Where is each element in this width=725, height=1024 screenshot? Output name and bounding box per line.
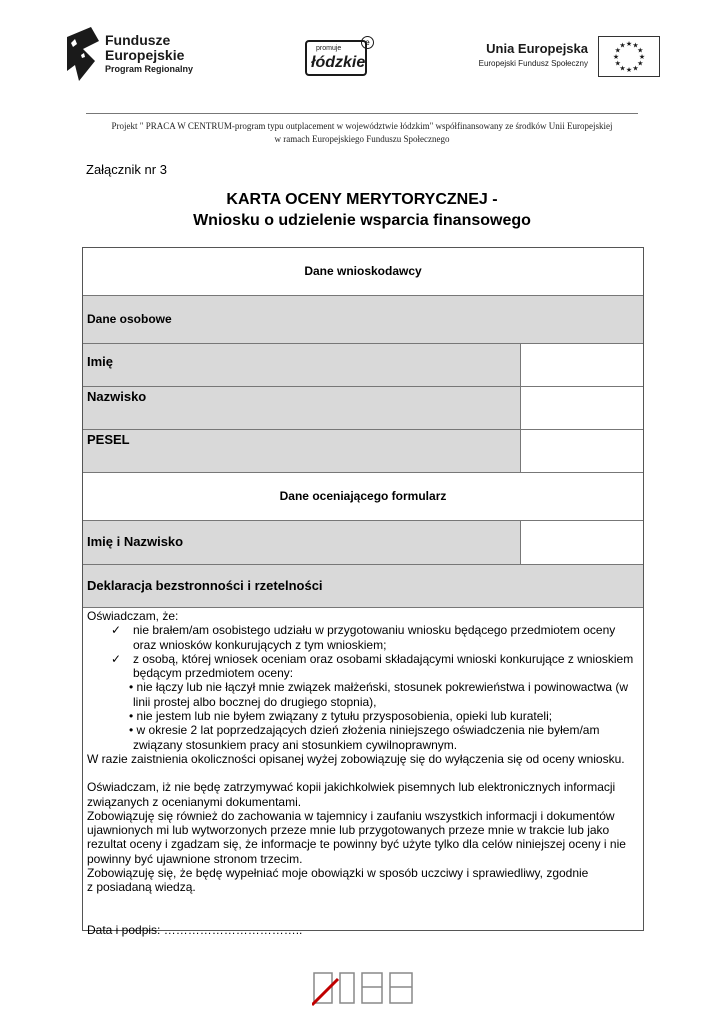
first-name-row xyxy=(83,344,643,387)
footer-logo xyxy=(312,969,416,1007)
declaration-withdraw: W razie zaistnienia okoliczności opisanej wyżej zobowiązuję się do wyłączenia się od oceny wniosku. xyxy=(87,751,625,766)
project-line2: w ramach Europejskiego Funduszu Społecznego xyxy=(274,134,450,144)
fe-star-icon xyxy=(65,27,101,81)
first-name-input[interactable] xyxy=(521,344,643,386)
evaluator-header: Dane oceniającego formularz xyxy=(279,489,447,503)
lodz-logo-small: promuje xyxy=(316,45,342,52)
eu-star-icon: ★ xyxy=(632,65,639,73)
eu-star-icon: ★ xyxy=(619,65,626,73)
eu-star-icon: ★ xyxy=(638,54,646,61)
pesel-label: PESEL xyxy=(87,432,130,447)
last-name-label: Nazwisko xyxy=(87,389,147,404)
declaration-header-row xyxy=(83,565,643,608)
applicant-header-row xyxy=(83,248,643,296)
fundusze-europejskie-logo xyxy=(65,27,205,81)
project-info xyxy=(86,120,638,146)
document-title: KARTA OCENY MERYTORYCZNEJ - xyxy=(226,191,498,208)
pesel-row xyxy=(83,430,643,473)
declaration-bullet2: • nie jestem lub nie byłem związany z tytułu przysposobienia, opieki lub kurateli; xyxy=(129,709,553,724)
declaration-p3-line3: rezultat oceny i zgadzam się, że informacje te powinny być użyte tylko dla celów niniejszej oceny i nie xyxy=(87,837,626,852)
declaration-bullet1-line2: linii prostej albo bocznej do drugiego stopnia), xyxy=(133,694,377,709)
declaration-p4-line2: z posiadaną wiedzą. xyxy=(87,880,196,895)
eu-star-icon: ★ xyxy=(637,47,644,55)
annex-label: Załącznik nr 3 xyxy=(86,162,167,177)
checkmark-icon: ✓ xyxy=(111,623,122,638)
declaration-p4-line1: Zobowiązuję się, że będę wypełniać moje obowiązki w sposób uczciwy i sprawiedliwy, zgodnie xyxy=(87,866,589,881)
first-name-label: Imię xyxy=(87,354,114,369)
declaration-bullet3-line2: związany stosunkiem pracy ani stosunkiem cywilnoprawnym. xyxy=(133,737,458,752)
declaration-bullet1-line1: • nie łączy lub nie łączył mnie związek małżeński, stosunek pokrewieństwa i powinowactwa (w xyxy=(129,680,629,695)
last-name-input[interactable] xyxy=(521,387,643,429)
ue-logo-line1: Unia Europejska xyxy=(486,41,588,56)
declaration-bullet3-line1: • w okresie 2 lat poprzedzających dzień złożenia niniejszego oświadczenia nie byłem/am xyxy=(129,723,600,738)
declaration-header: Deklaracja bezstronności i rzetelności xyxy=(87,578,323,593)
ue-logo-text xyxy=(455,42,588,69)
evaluator-name-label: Imię i Nazwisko xyxy=(87,534,184,549)
document-subtitle: Wniosku o udzielenie wsparcia finansowego xyxy=(193,212,531,229)
project-line1: Projekt " PRACA W CENTRUM-program typu outplacement w województwie łódzkim" współfinansowany ze środków Unii Europejskiej xyxy=(111,121,613,131)
evaluator-header-row xyxy=(83,473,643,521)
header-divider xyxy=(86,113,638,114)
checkmark-icon: ✓ xyxy=(111,651,122,666)
declaration-check1-line1: nie brałem/am osobistego udziału w przygotowaniu wniosku będącego przedmiotem oceny xyxy=(133,623,616,638)
eu-star-icon: ★ xyxy=(619,42,626,50)
eu-star-icon: ★ xyxy=(614,47,621,55)
eu-flag-icon xyxy=(598,36,660,77)
eu-star-icon: ★ xyxy=(625,41,633,48)
eu-star-icon: ★ xyxy=(625,67,633,74)
fe-logo-line3: Program Regionalny xyxy=(105,64,194,74)
declaration-check1-line2: oraz wniosków konkurujących z tym wnioskiem; xyxy=(133,637,387,652)
applicant-header: Dane wnioskodawcy xyxy=(304,264,422,278)
declaration-p2-line2: związanych z ocenianymi dokumentami. xyxy=(87,794,302,809)
declaration-intro: Oświadczam, że: xyxy=(87,609,179,623)
fe-logo-line1: Fundusze xyxy=(105,32,171,48)
pesel-input[interactable] xyxy=(521,430,643,472)
eu-star-icon: ★ xyxy=(614,60,621,68)
evaluator-name-row xyxy=(83,521,643,565)
personal-header: Dane osobowe xyxy=(87,312,172,326)
declaration-p3-line1: Zobowiązuję się również do zachowania w tajemnicy i zaufaniu wszystkich informacji i dokumentów xyxy=(87,808,615,823)
declaration-p2-line1: Oświadczam, iż nie będę zatrzymywać kopii jakichkolwiek pisemnych lub elektronicznych informacji xyxy=(87,780,616,795)
declaration-text xyxy=(87,609,639,937)
footer-logo-icon xyxy=(312,969,416,1007)
declaration-p3-line4: powinny być ujawnione stronom trzecim. xyxy=(87,851,303,866)
eu-star-icon: ★ xyxy=(637,60,644,68)
promuje-lodzkie-logo xyxy=(305,40,367,76)
evaluator-name-input[interactable] xyxy=(521,521,643,564)
declaration-p3-line2: ujawnionych mi lub wytworzonych przeze mnie lub przygotowanych przeze mnie w trakcie lub jako xyxy=(87,823,610,838)
declaration-check2-line1: z osobą, której wniosek oceniam oraz osobami składającymi wnioski konkurujące z wnioskiem xyxy=(133,651,634,666)
declaration-check2-line2: będącym przedmiotem oceny: xyxy=(133,666,294,681)
eu-star-icon: ★ xyxy=(632,42,639,50)
lodz-logo-big: łódzkie xyxy=(311,54,366,71)
eu-star-icon: ★ xyxy=(612,54,620,61)
signature-line: Data i podpis: …………………………….. xyxy=(87,922,303,937)
personal-header-row xyxy=(83,296,643,344)
lodz-logo-mark: e xyxy=(361,36,374,49)
evaluation-form xyxy=(82,247,644,937)
fe-logo-line2: Europejskie xyxy=(105,47,185,63)
last-name-row xyxy=(83,387,643,430)
ue-logo-line2: Europejski Fundusz Społeczny xyxy=(478,59,588,69)
